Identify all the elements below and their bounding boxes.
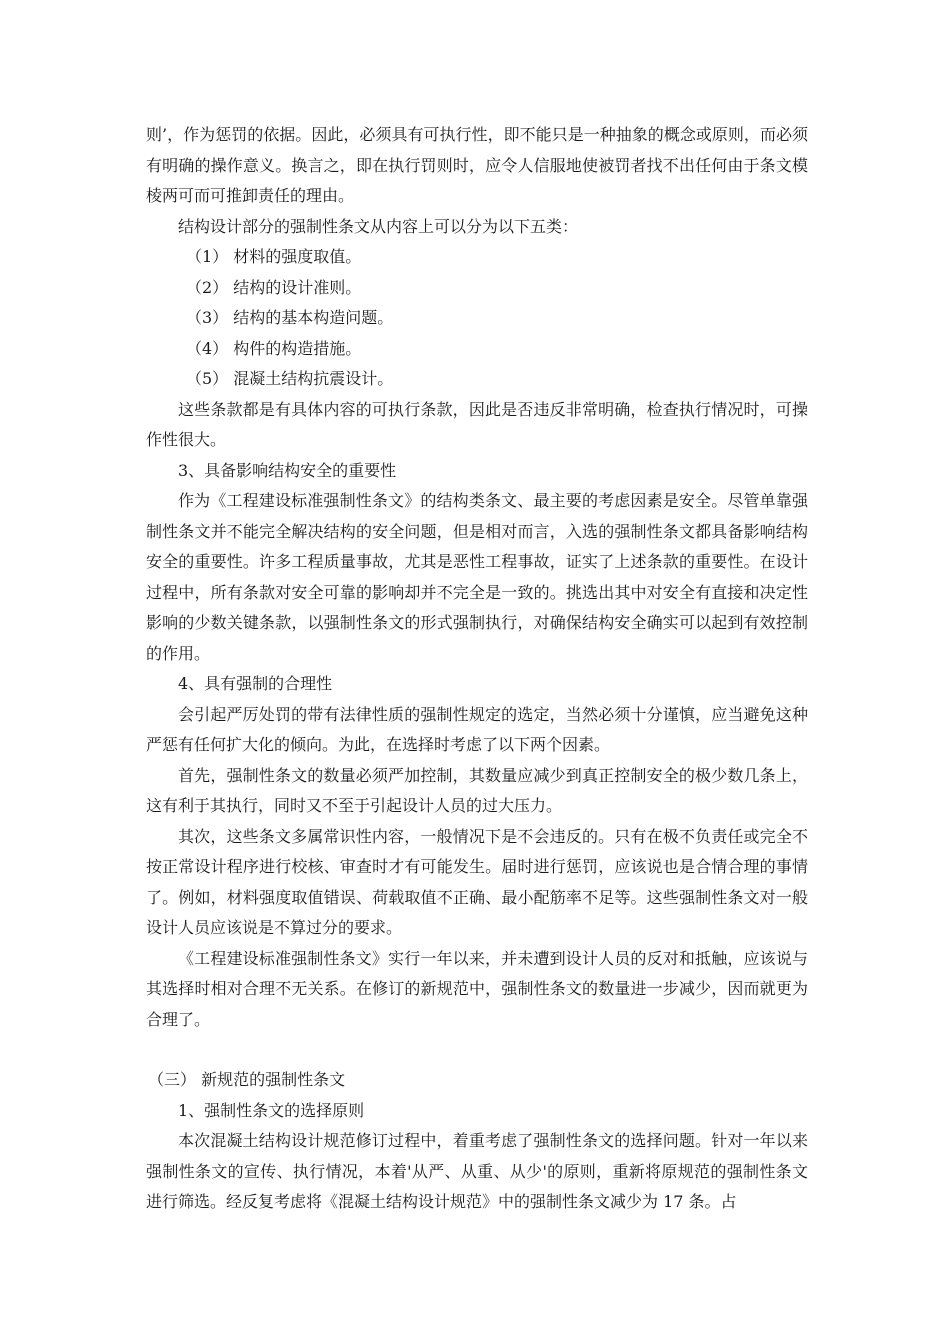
paragraph-categories-intro: 结构设计部分的强制性条文从内容上可以分为以下五类： bbox=[178, 216, 579, 236]
heading-3: 3、具备影响结构安全的重要性 bbox=[178, 460, 397, 480]
section-heading-3: （三） 新规范的强制性条文 bbox=[148, 1070, 346, 1089]
category-item-5: （5） 混凝土结构抗震设计。 bbox=[186, 369, 394, 388]
category-item-4: （4） 构件的构造措施。 bbox=[186, 338, 362, 358]
document-body bbox=[146, 120, 808, 1218]
paragraph-rationality-1: 会引起严厉处罚的带有法律性质的强制性规定的选定，当然必须十分谨慎，应当避免这种严惩有任何扩大化的倾向。为此，在选择时考虑了以下两个因素。 bbox=[146, 704, 808, 754]
paragraph-rationality-2: 首先，强制性条文的数量必须严加控制，其数量应减少到真正控制安全的极少数几条上，这有利于其执行，同时又不至于引起设计人员的过大压力。 bbox=[146, 765, 808, 815]
section-spacer bbox=[146, 1035, 808, 1065]
category-item-3: （3） 结构的基本构造问题。 bbox=[186, 308, 394, 327]
paragraph-selection-principle: 本次混凝土结构设计规范修订过程中，着重考虑了强制性条文的选择问题。针对一年以来强制性条文的宣传、执行情况，本着'从严、从重、从少'的原则，重新将原规范的强制性条文进行筛选。经反复考虑将《混凝土结构设计规范》中的强制性条文减少为 17 条。占 bbox=[146, 1131, 808, 1211]
heading-4: 4、具有强制的合理性 bbox=[178, 674, 333, 693]
paragraph-after-list: 这些条款都是有具体内容的可执行条款，因此是否违反非常明确，检查执行情况时，可操作性很大。 bbox=[146, 399, 808, 449]
category-item-2: （2） 结构的设计准则。 bbox=[186, 277, 362, 297]
paragraph-continuation: 则’，作为惩罚的依据。因此，必须具有可执行性，即不能只是一种抽象的概念或原则，而必须有明确的操作意义。换言之，即在执行罚则时，应令人信服地使被罚者找不出任何由于条文模棱两可而可推卸责任的理由。 bbox=[146, 125, 808, 205]
paragraph-rationality-4: 《工程建设标准强制性条文》实行一年以来，并未遭到设计人员的反对和抵触，应该说与其选择时相对合理不无关系。在修订的新规范中，强制性条文的数量进一步减少，因而就更为合理了。 bbox=[146, 948, 808, 1029]
paragraph-rationality-3: 其次，这些条文多属常识性内容，一般情况下是不会违反的。只有在极不负责任或完全不按正常设计程序进行校核、审查时才有可能发生。届时进行惩罚，应该说也是合情合理的事情了。例如，材料强度取值错误、荷载取值不正确、最小配筋率不足等。这些强制性条文对一般设计人员应该说是不算过分的要求。 bbox=[146, 826, 808, 937]
category-list bbox=[146, 242, 808, 395]
subheading-1: 1、强制性条文的选择原则 bbox=[178, 1100, 365, 1120]
paragraph-safety: 作为《工程建设标准强制性条文》的结构类条文、最主要的考虑因素是安全。尽管单靠强制性条文并不能完全解决结构的安全问题，但是相对而言，入选的强制性条文都具备影响结构安全的重要性。许多工程质量事故，尤其是恶性工程事故，证实了上述条款的重要性。在设计过程中，所有条款对安全可靠的影响却并不完全是一致的。挑选出其中对安全有直接和决定性影响的少数关键条款，以强制性条文的形式强制执行，对确保结构安全确实可以起到有效控制的作用。 bbox=[146, 491, 808, 663]
category-item-1: （1） 材料的强度取值。 bbox=[186, 247, 362, 266]
